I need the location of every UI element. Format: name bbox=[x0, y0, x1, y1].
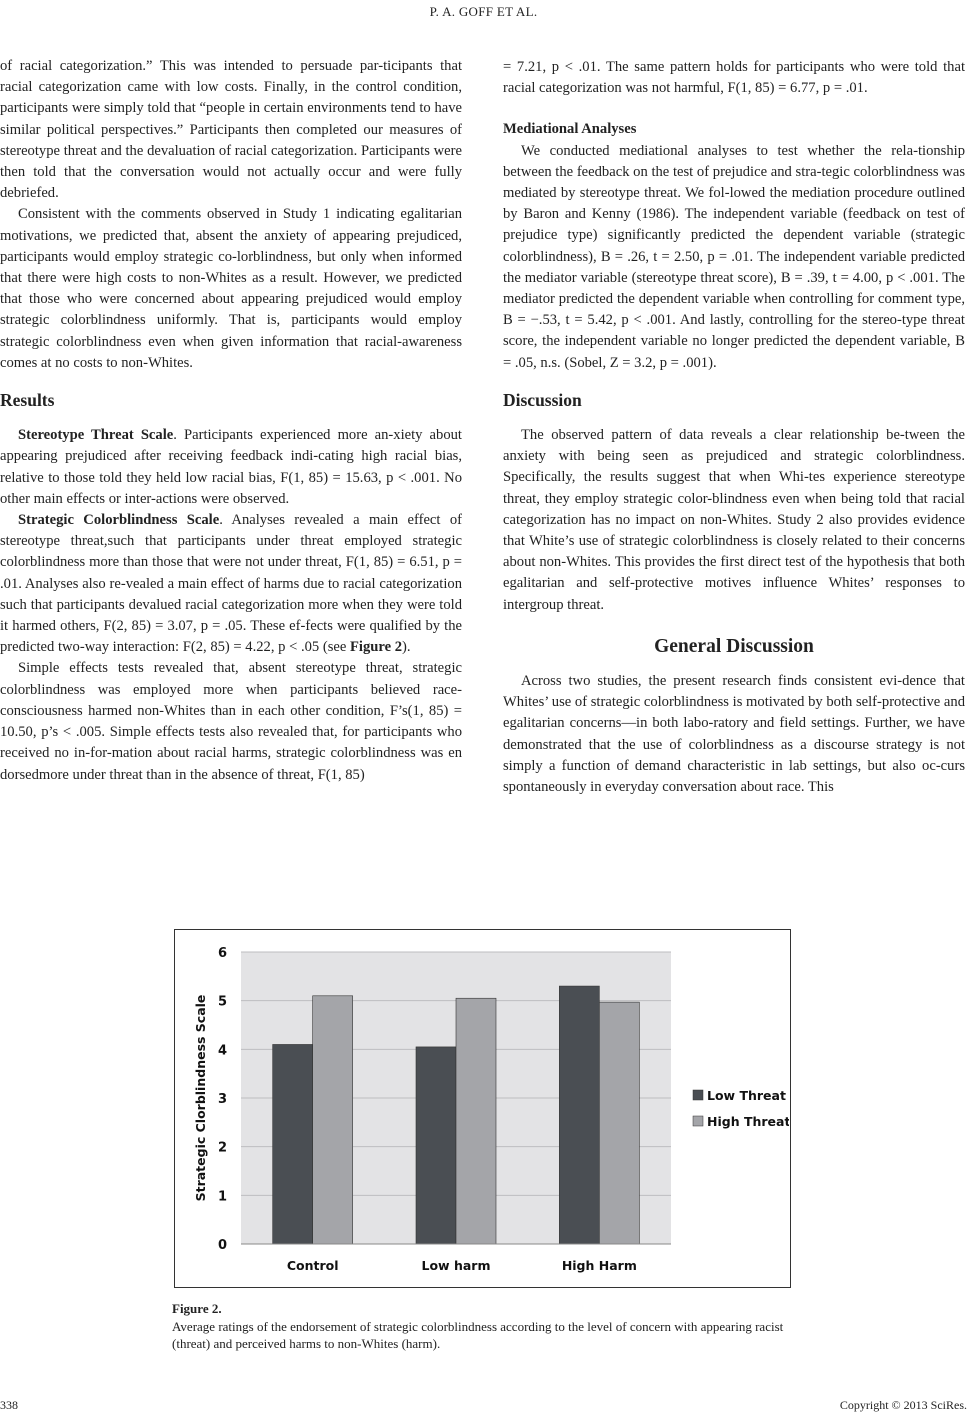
bar-low-threat bbox=[416, 1047, 456, 1244]
x-tick-label: High Harm bbox=[561, 1258, 637, 1273]
inline-heading: Stereotype Threat Scale bbox=[18, 427, 174, 444]
figure-label: Figure 2. bbox=[172, 1301, 222, 1316]
legend-label: High Threat bbox=[707, 1114, 789, 1129]
x-tick-label: Low harm bbox=[421, 1258, 491, 1273]
paragraph-text: . Analyses revealed a main effect of stereotype threat,such that participants under threat employed strategic colorblindness more than those that were not under threat, F(1, 85) = 6.51, p = .01. Analyses also re-vealed a main effect of harms due to racial categorization such that participants devalued racial categorization more when they were told it harmed others, F(2, 85) = 3.07, p = .05. These ef-fects were qualified by the predicted two-way interaction: F(2, 85) = 4.22, p < .05 (see bbox=[0, 512, 462, 656]
running-head: P. A. GOFF ET AL. bbox=[429, 4, 538, 19]
legend-swatch bbox=[693, 1116, 703, 1126]
section-heading-discussion: Discussion bbox=[503, 389, 582, 410]
bar-chart bbox=[175, 930, 789, 1286]
y-tick-label: 3 bbox=[217, 1092, 227, 1107]
paragraph: Consistent with the comments observed in Study 1 indicating egalitarian motivations, we predicted that, absent the anxiety of appearing prejudiced, participants would employ strategic co-lorblindness, but only when informed that there were high costs to non-Whites as a result. However, we predicted that those who were concerned about appearing prejudiced would employ strategic colorblindness uniformly. That is, participants would employ strategic colorblindness even when given information that racial-awareness comes at no costs to non-Whites. bbox=[0, 206, 462, 371]
y-axis-label: Strategic Clorblindness Scale bbox=[193, 994, 208, 1202]
right-column bbox=[503, 57, 965, 798]
y-tick-label: 1 bbox=[217, 1189, 227, 1205]
bar-low-threat bbox=[559, 986, 599, 1244]
bar-high-threat bbox=[313, 996, 353, 1244]
y-tick-label: 2 bbox=[217, 1140, 227, 1156]
section-heading-results: Results bbox=[0, 390, 55, 411]
paragraph bbox=[0, 425, 462, 510]
figure-caption-text: Average ratings of the endorsement of strategic colorblindness according to the level of concern with appearing racist (threat) and perceived harms to non-Whites (harm). bbox=[172, 1318, 784, 1351]
y-tick-label: 4 bbox=[217, 1043, 227, 1059]
left-column bbox=[0, 56, 462, 786]
bar-high-threat bbox=[456, 998, 496, 1244]
paragraph: of racial categorization.” This was intended to persuade par-ticipants that racial categorization came with low costs. Finally, in the control condition, participants were simply told that “people in certain environments tend to have similar political perspectives.” Participants then completed our measures of stereotype threat and the devaluation of racial categorization. Participants were then told that the conversation would not actually occur and were fully debriefed. bbox=[0, 58, 462, 202]
paragraph-text: . Participants experienced more an-xiety about appearing prejudiced after receiving feedback indi-cating high racial bias, relative to those told they held low racial bias, F(1, 85) = 15.63, p < .001. No other main effects or inter-actions were observed. bbox=[0, 427, 462, 507]
y-tick-label: 5 bbox=[217, 994, 227, 1010]
y-tick-label: 6 bbox=[217, 946, 227, 961]
page-number: 338 bbox=[0, 1398, 18, 1412]
copyright: Copyright © 2013 SciRes. bbox=[839, 1398, 967, 1412]
paragraph: = 7.21, p < .01. The same pattern holds for participants who were told that racial categorization was not harmful, F(1, 85) = 6.77, p = .01. bbox=[503, 59, 965, 97]
figure-reference: Figure 2 bbox=[350, 639, 403, 656]
section-heading-general-discussion: General Discussion bbox=[654, 635, 814, 657]
legend-label: Low Threat bbox=[707, 1088, 786, 1103]
bar-low-threat bbox=[273, 1044, 313, 1244]
paragraph bbox=[0, 510, 462, 658]
figure-caption bbox=[172, 1300, 812, 1353]
paragraph-text: ). bbox=[402, 639, 411, 656]
y-tick-label: 0 bbox=[217, 1238, 227, 1253]
inline-heading: Strategic Colorblindness Scale bbox=[18, 512, 220, 529]
paragraph: We conducted mediational analyses to test whether the rela-tionship between the feedback on the test of prejudice and stra-tegic colorblindness was mediated by stereotype threat. We fol-lowed the mediation procedure outlined by Baron and Kenny (1986). The independent variable (feedback on test of prejudice type) significantly predicted the dependent variable (strategic colorblindness), B = .26, t = 2.50, p = .01. The independent variable predicted the mediator variable (stereotype threat score), B = .39, t = 4.00, p < .001. The mediator predicted the dependent variable when controlling for comment type, B = −.53, t = 5.42, p < .001. And lastly, controlling for the stereo-type threat score, the independent variable no longer predicted the dependent variable, B = .05, n.s. (Sobel, Z = 3.2, p = .001). bbox=[503, 142, 965, 371]
paragraph: Simple effects tests revealed that, absent stereotype threat, strategic colorblindness was employed more when participants believed race-consciousness harmed non-Whites than in each other condition, F’s(1, 85) = 10.50, p’s < .005. Simple effects tests also revealed that, for participants who received no in-for-mation about racial harms, strategic colorblindness was en dorsedmore under threat than in the absence of threat, F(1, 85) bbox=[0, 660, 462, 783]
paragraph: Across two studies, the present research finds consistent evi-dence that Whites’ use of strategic colorblindness is motivated by both self-protective and egalitarian concerns—in both labo-ratory and field settings. Further, we have demonstrated that the use of colorblindness as a discourse strategy is not simply a function of demand characteristic in lab settings, but also oc-curs spontaneously in everyday conversation about race. This bbox=[503, 673, 965, 796]
paragraph: The observed pattern of data reveals a clear relationship be-tween the anxiety with being seen as prejudiced and strategic colorblindness. Specifically, the results suggest that when Whi-tes experience stereotype threat, they employ strategic color-blindness even when being told that racial categorization has no impact on non-Whites. Study 2 also provides evidence that White’s use of strategic colorblindness is closely related to their concerns about non-Whites. This provides the first direct test of the hypothesis that both egalitarian and self-protective motives influence Whites’ responses to intergroup threat. bbox=[503, 427, 965, 613]
x-tick-label: Control bbox=[286, 1258, 339, 1273]
bar-high-threat bbox=[599, 1002, 639, 1244]
figure-2-chart bbox=[174, 929, 791, 1288]
subsection-heading-mediational: Mediational Analyses bbox=[503, 121, 637, 138]
legend-swatch bbox=[693, 1090, 703, 1100]
